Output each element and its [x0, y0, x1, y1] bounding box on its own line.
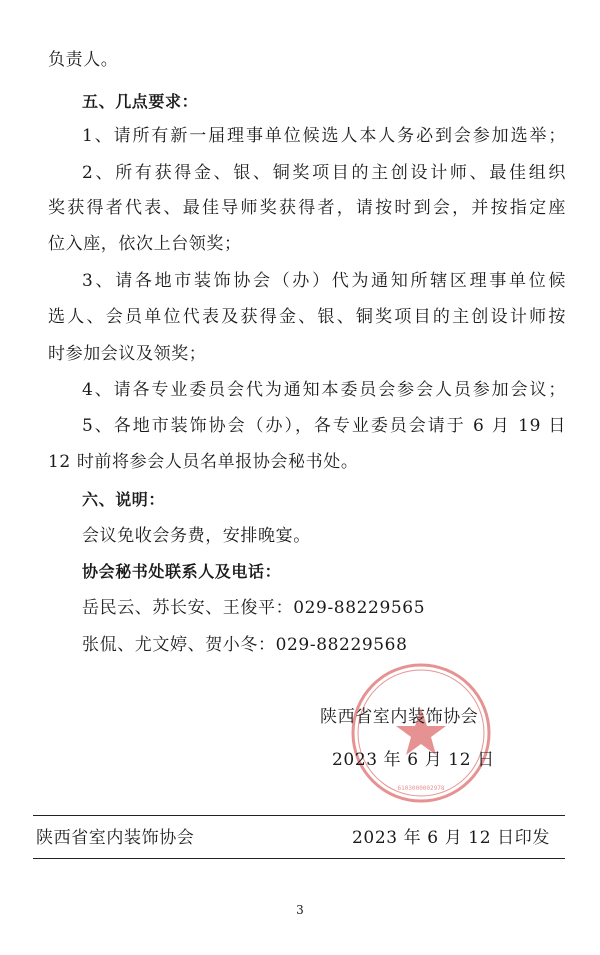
section-heading: 五、几点要求：: [82, 92, 199, 111]
footer-top-rule: [33, 815, 565, 816]
body-line: 选人、会员单位代表及获得金、银、铜奖项目的主创设计师按: [48, 307, 566, 327]
contact-line: 岳民云、苏长安、王俊平：029-88229565: [82, 598, 426, 618]
signature-date: 2023 年 6 月 12 日: [332, 750, 495, 770]
footer-org: 陕西省室内装饰协会: [36, 828, 195, 848]
body-line: 12 时前将参会人员名单报协会秘书处。: [48, 452, 359, 472]
official-seal: [348, 660, 494, 806]
contact-heading: 协会秘书处联系人及电话：: [82, 562, 282, 581]
page-number: 3: [296, 903, 304, 917]
body-line: 5、各地市装饰协会（办），各专业委员会请于 6 月 19 日: [82, 416, 566, 436]
contact-line: 张侃、尤文婷、贺小冬：029-88229568: [82, 635, 408, 655]
body-line: 2、所有获得金、银、铜奖项目的主创设计师、最佳组织: [82, 163, 566, 183]
body-line: 奖获得者代表、最佳导师奖获得者，请按时到会，并按指定座: [48, 198, 566, 218]
body-line: 4、请各专业委员会代为通知本委员会参会人员参加会议；: [82, 380, 566, 400]
footer-bottom-rule: [33, 858, 565, 859]
svg-text:6103000002978: 6103000002978: [397, 785, 445, 792]
body-line: 会议免收会务费，安排晚宴。: [82, 526, 311, 546]
signature-org: 陕西省室内装饰协会: [320, 707, 479, 727]
body-line: 1、请所有新一届理事单位候选人本人务必到会参加选举；: [82, 126, 566, 146]
body-line: 负责人。: [48, 50, 119, 70]
body-line: 时参加会议及领奖；: [48, 344, 207, 364]
body-line: 3、请各地市装饰协会（办）代为通知所辖区理事单位候: [82, 271, 566, 291]
footer-issued-date: 2023 年 6 月 12 日印发: [352, 828, 550, 848]
section-heading: 六、说明：: [82, 490, 166, 509]
body-line: 位入座，依次上台领奖；: [48, 234, 242, 254]
